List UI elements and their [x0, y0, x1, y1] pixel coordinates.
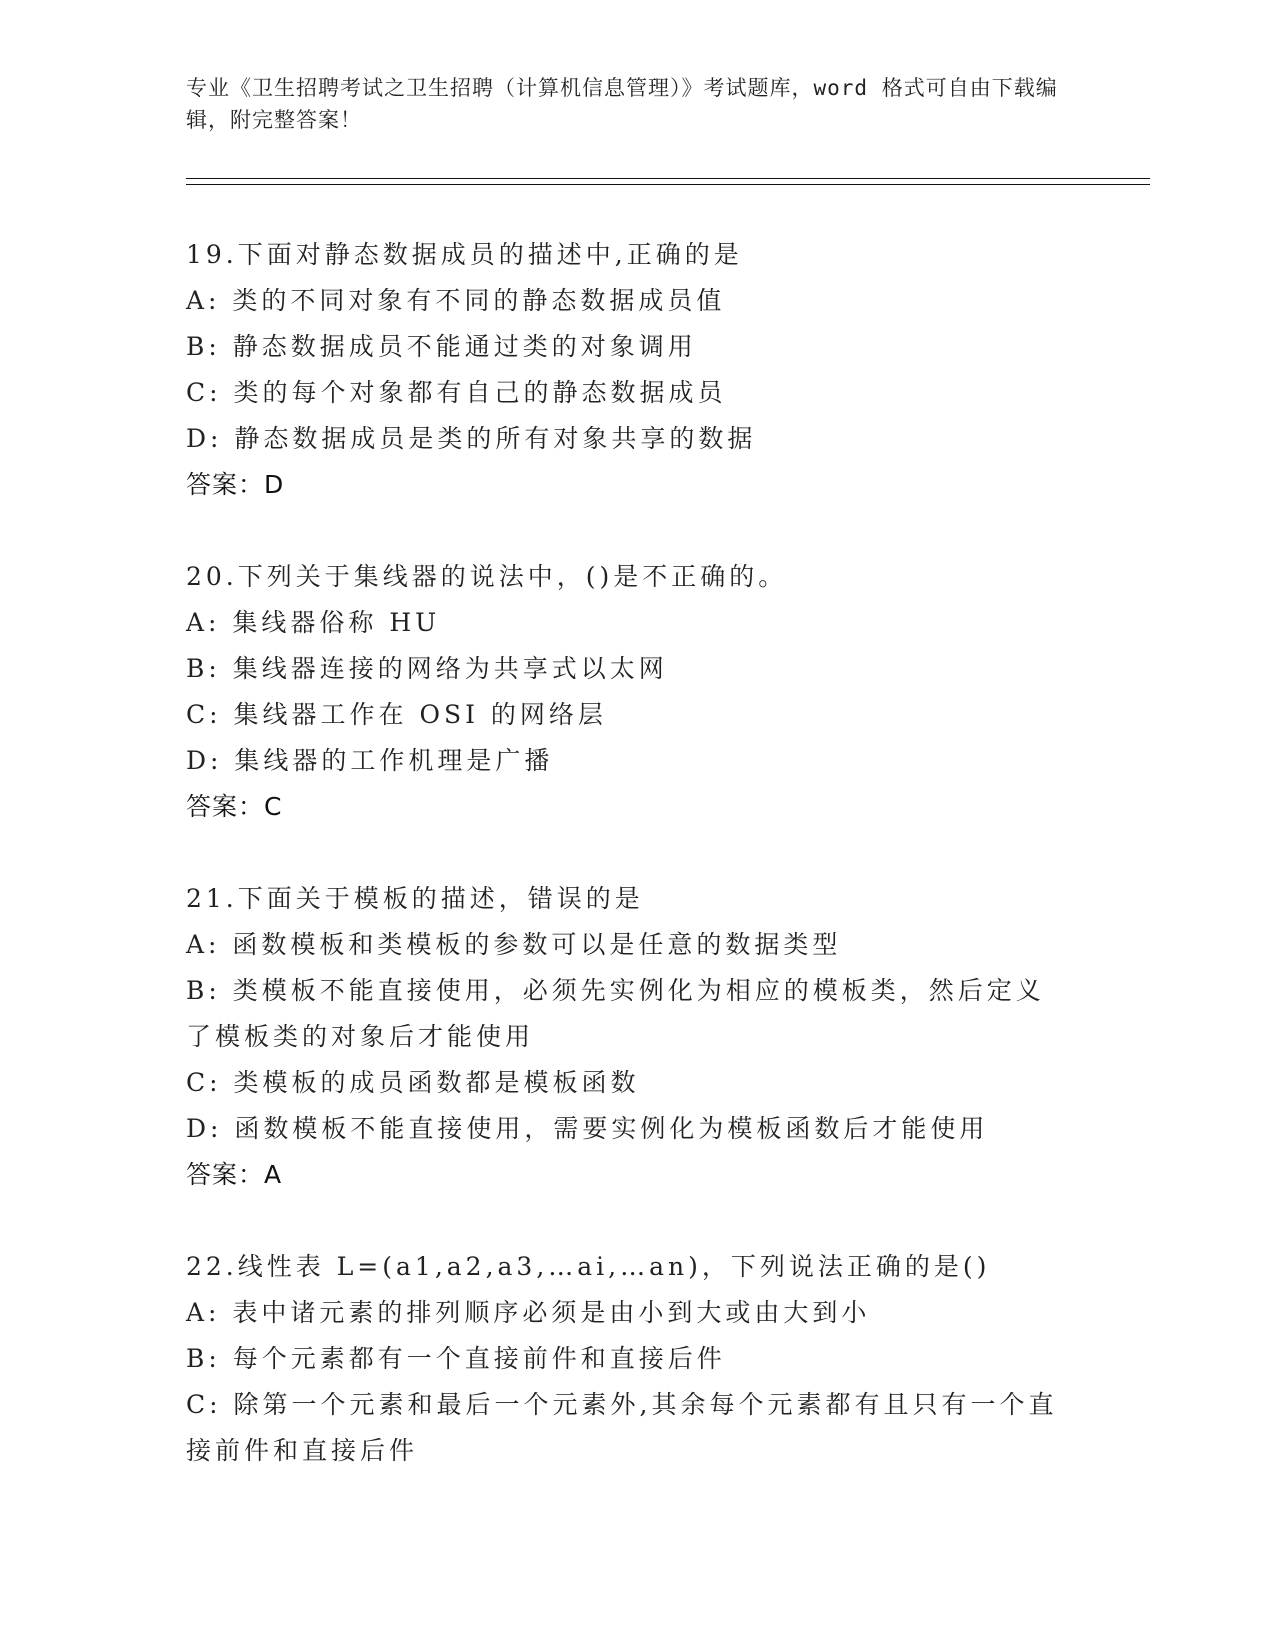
option-c: C: 集线器工作在 OSI 的网络层: [186, 700, 607, 729]
header-divider-bottom: [186, 184, 1150, 185]
answer: 答案：D: [186, 470, 285, 499]
question-stem: 19.下面对静态数据成员的描述中,正确的是: [186, 240, 743, 269]
option-d: D: 集线器的工作机理是广播: [186, 746, 554, 775]
option-b: B: 静态数据成员不能通过类的对象调用: [186, 332, 697, 361]
option-c: C: 类的每个对象都有自己的静态数据成员: [186, 378, 727, 407]
option-b: B: 每个元素都有一个直接前件和直接后件: [186, 1344, 726, 1373]
option-d: D: 静态数据成员是类的所有对象共享的数据: [186, 424, 757, 453]
question-20: [186, 554, 1086, 830]
option-c: C: 类模板的成员函数都是模板函数: [186, 1068, 640, 1097]
answer: 答案：C: [186, 792, 283, 821]
option-a: A: 类的不同对象有不同的静态数据成员值: [186, 286, 726, 315]
option-b: B: 类模板不能直接使用，必须先实例化为相应的模板类，然后定义了模板类的对象后才能使用: [186, 976, 1045, 1051]
option-b: B: 集线器连接的网络为共享式以太网: [186, 654, 668, 683]
question-stem: 22.线性表 L=(a1,a2,a3,…ai,…an)，下列说法正确的是(): [186, 1252, 991, 1281]
question-stem: 21.下面关于模板的描述，错误的是: [186, 884, 644, 913]
option-a: A: 集线器俗称 HU: [186, 608, 441, 637]
question-list: [186, 232, 1086, 1520]
question-21: [186, 876, 1086, 1198]
header-divider-top: [186, 178, 1150, 179]
option-a: A: 表中诸元素的排列顺序必须是由小到大或由大到小: [186, 1298, 871, 1327]
option-c: C: 除第一个元素和最后一个元素外,其余每个元素都有且只有一个直接前件和直接后件: [186, 1390, 1058, 1465]
document-intro: 专业《卫生招聘考试之卫生招聘（计算机信息管理）》考试题库，word 格式可自由下载编辑，附完整答案！: [186, 76, 1058, 132]
question-19: [186, 232, 1086, 508]
question-stem: 20.下列关于集线器的说法中，()是不正确的。: [186, 562, 788, 591]
option-a: A: 函数模板和类模板的参数可以是任意的数据类型: [186, 930, 842, 959]
answer: 答案：A: [186, 1160, 283, 1189]
question-22: [186, 1244, 1086, 1474]
option-d: D: 函数模板不能直接使用，需要实例化为模板函数后才能使用: [186, 1114, 989, 1143]
